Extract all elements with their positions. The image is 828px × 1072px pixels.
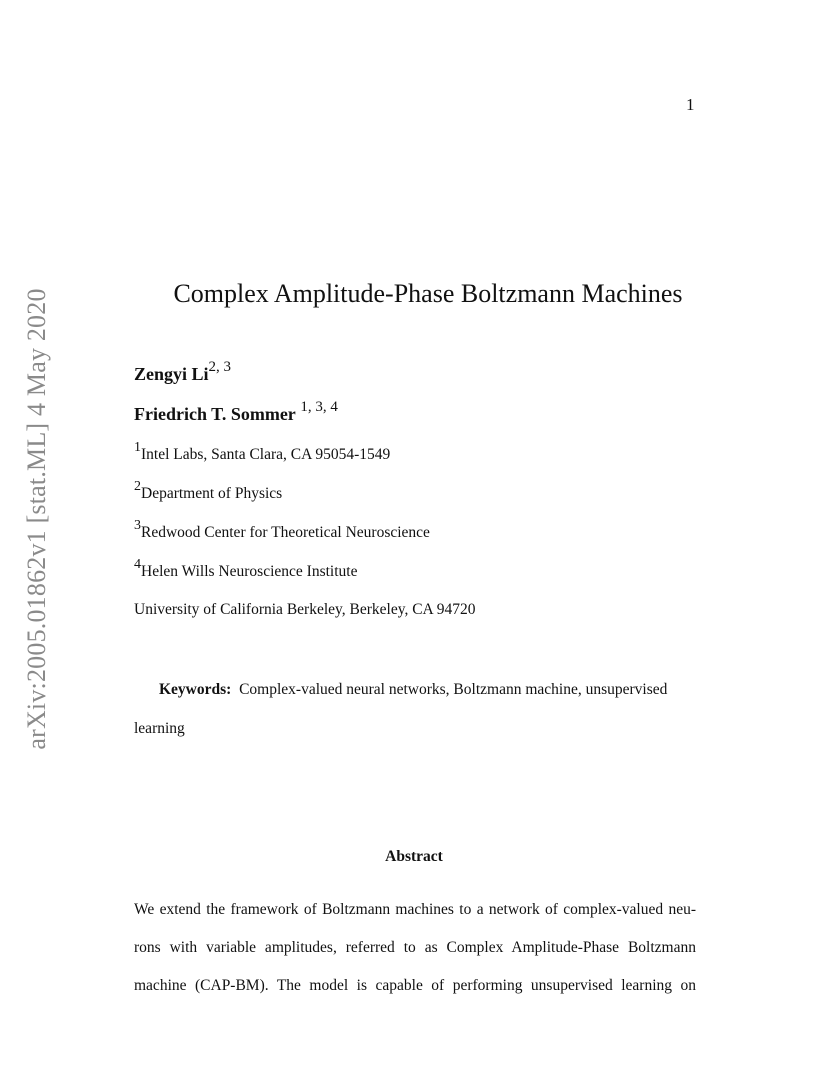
affiliation-mark: 4 [134, 556, 141, 572]
author-1 [134, 359, 232, 385]
affiliation-mark: 2 [134, 478, 141, 494]
abstract-line: machine (CAP-BM). The model is capable of performing unsupervised learning on [134, 977, 696, 994]
author-affiliation-marks: 2, 3 [208, 359, 232, 375]
affiliation-text: Intel Labs, Santa Clara, CA 95054-1549 [141, 446, 391, 463]
arxiv-identifier-stamp: arXiv:2005.01862v1 [stat.ML] 4 May 2020 [22, 288, 51, 750]
affiliation-mark: 3 [134, 517, 141, 533]
keywords-continuation: learning [134, 720, 185, 737]
author-name: Friedrich T. Sommer [134, 404, 296, 424]
paper-title: Complex Amplitude-Phase Boltzmann Machines [173, 279, 683, 308]
affiliation-2 [134, 478, 283, 503]
abstract-line: rons with variable amplitudes, referred to as Complex Amplitude-Phase Boltzmann [134, 939, 696, 956]
author-2 [134, 399, 338, 425]
affiliation-1 [134, 439, 391, 464]
affiliation-text: Department of Physics [141, 485, 283, 502]
affiliation-text: Helen Wills Neuroscience Institute [141, 563, 358, 580]
affiliation-mark: 1 [134, 439, 141, 455]
keywords-line [159, 681, 697, 699]
author-affiliation-marks: 1, 3, 4 [300, 399, 338, 415]
affiliation-text: Redwood Center for Theoretical Neuroscience [141, 524, 430, 541]
affiliation-text: University of California Berkeley, Berkeley, CA 94720 [134, 601, 476, 618]
affiliation-4 [134, 556, 358, 581]
page-number: 1 [686, 95, 695, 114]
author-name: Zengyi Li [134, 364, 209, 384]
keywords-label: Keywords: [159, 681, 232, 698]
abstract-line: We extend the framework of Boltzmann machines to a network of complex-valued neu- [134, 901, 696, 918]
keywords-text: Complex-valued neural networks, Boltzmann machine, unsupervised [239, 681, 668, 698]
affiliation-university [134, 601, 476, 619]
affiliation-3 [134, 517, 430, 542]
abstract-heading: Abstract [385, 848, 443, 865]
